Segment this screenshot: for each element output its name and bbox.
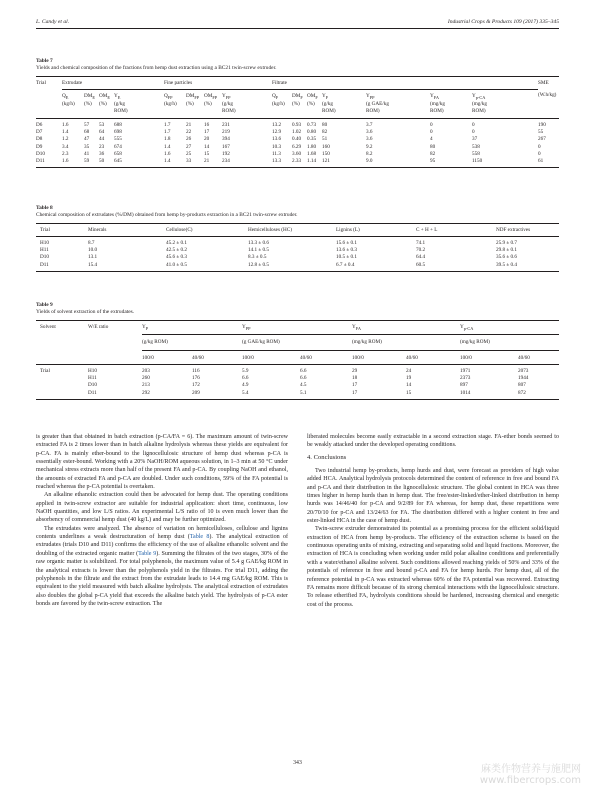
- t9-unit-ypp: (g GAE/kg ROM): [242, 338, 280, 345]
- t9-cell: Trial: [40, 368, 50, 375]
- t7-cell: 698: [114, 129, 122, 136]
- t7-cell: 2.3: [62, 150, 69, 157]
- t7-cell: 0: [430, 129, 433, 136]
- t9-cell: [36, 382, 88, 389]
- table-8-caption-text: Chemical composition of extrudates (%/DM) obtained from hemp by-products extraction in a BC21 twin-screw extruder.: [36, 212, 298, 218]
- t7-cell: 231: [222, 122, 230, 129]
- t7-cell: 15: [204, 150, 210, 157]
- t7-cell: 1.6: [164, 150, 171, 157]
- t9-cell: 203: [142, 368, 150, 375]
- t7-col-yfp: $Y_{FP}$ (g/kg ROM): [222, 92, 236, 114]
- t7-col-qfp: $Q_{FP}$ (kg/h): [164, 92, 177, 108]
- t9-cell: 807: [518, 382, 526, 389]
- t9-cell: 4.5: [300, 382, 307, 389]
- t8-cell: 45.2 ± 0.1: [166, 240, 188, 246]
- t9-col-yp: $Y_P$: [142, 324, 149, 332]
- t7-cell: D11: [36, 157, 45, 164]
- t7-cell: 0: [538, 143, 541, 150]
- t8-cell: 8.7: [88, 240, 95, 246]
- t8-cell: 42.5 ± 0.2: [166, 247, 188, 254]
- t9-ratio: 100/0: [460, 355, 472, 362]
- t7-group-fine-particles: Fine particles: [164, 80, 193, 86]
- t7-col-sme-unit: (W.h/kg): [538, 92, 557, 98]
- t7-cell: 0: [472, 122, 475, 129]
- t7-group-sme: SME: [538, 80, 549, 86]
- t8-header-row: [36, 224, 559, 237]
- t7-cell: 95: [430, 157, 436, 164]
- t8-cell: D10: [40, 254, 49, 261]
- t7-cell: 1.80: [307, 143, 317, 150]
- t7-col-ome: $OM_E$ (%): [99, 92, 111, 108]
- t7-cell: 16: [204, 122, 210, 129]
- t7-cell: 2.33: [292, 157, 302, 164]
- t7-cell: 55: [538, 129, 544, 136]
- t7-cell: 8.2: [366, 150, 373, 157]
- t9-cell: [36, 375, 88, 382]
- t8-col-chl: C + H + L: [416, 227, 438, 233]
- t7-cell: 12.9: [272, 129, 282, 136]
- t7-cell: 13.3: [272, 157, 282, 164]
- t8-cell: H11: [40, 247, 49, 254]
- t8-col-ndf: NDF extractives: [496, 227, 531, 233]
- t7-cell: 3.7: [366, 122, 373, 129]
- t7-cell: D9: [36, 143, 43, 150]
- t9-col-solvent: Solvent: [40, 324, 56, 330]
- t9-cell: 18: [352, 375, 358, 382]
- t7-cell: 0.40: [292, 136, 302, 143]
- t7-cell: 0.35: [307, 136, 317, 143]
- table-9: [36, 302, 559, 400]
- t9-cell: 17: [352, 389, 358, 396]
- t9-col-ypp: $Y_{PP}$: [242, 324, 251, 332]
- watermark-line: www.fibercrops.com: [479, 775, 581, 786]
- t7-cell: 13.2: [272, 122, 282, 129]
- t7-row: [36, 129, 559, 136]
- table-8-grid: [36, 223, 559, 272]
- t8-row: [36, 237, 559, 247]
- t7-cell: 13.6: [272, 136, 282, 143]
- t7-row: [36, 143, 559, 150]
- t9-row: [36, 375, 559, 382]
- t7-cell: 0: [430, 122, 433, 129]
- t7-cell: 33: [186, 157, 192, 164]
- t7-cell: 121: [322, 157, 330, 164]
- t8-cell: 10.5 ± 0.1: [336, 254, 358, 261]
- t7-body: [36, 119, 559, 168]
- t7-cell: D10: [36, 150, 45, 157]
- t9-cell: [36, 389, 88, 399]
- t9-cell: 4.9: [242, 382, 249, 389]
- t9-cell: 2073: [518, 368, 529, 375]
- t8-row: [36, 254, 559, 261]
- t7-cell: 80: [322, 122, 328, 129]
- t8-cell: 41.0 ± 0.5: [166, 261, 188, 268]
- t7-cell: 11.3: [272, 150, 281, 157]
- t7-cell: 1.68: [307, 150, 317, 157]
- t7-cell: 82: [322, 129, 328, 136]
- t7-cell: 9.0: [366, 157, 373, 164]
- t7-group-extrudate: Extrudate: [62, 80, 83, 86]
- t7-cell: 645: [114, 157, 122, 164]
- t9-unit-yfa: (mg/kg ROM): [352, 338, 382, 345]
- t9-ratio: 40/60: [406, 355, 418, 362]
- t9-ratio: 100/0: [352, 355, 364, 362]
- t7-cell: 1.7: [164, 122, 171, 129]
- t9-col-yfa: $Y_{FA}$: [352, 324, 361, 332]
- t8-col-cellulose: Cellulose(C): [166, 227, 193, 233]
- t8-cell: 74.1: [416, 240, 426, 246]
- table-7-caption: [36, 58, 559, 72]
- t7-cell: 1.02: [292, 129, 302, 136]
- t7-row: [36, 119, 559, 129]
- t9-cell: 213: [142, 382, 150, 389]
- t7-cell: 394: [222, 136, 230, 143]
- t9-cell: H10: [88, 368, 97, 375]
- t9-cell: 176: [192, 375, 200, 382]
- t8-cell: 60.5: [416, 261, 426, 268]
- t7-cell: 0: [538, 150, 541, 157]
- t9-cell: 14: [406, 382, 412, 389]
- t9-unit-yp: (g/kg ROM): [142, 338, 168, 345]
- t7-cell: 36: [99, 150, 105, 157]
- t7-col-omf: $OM_F$ (%): [307, 92, 318, 108]
- t7-cell: 192: [222, 150, 230, 157]
- t9-cell: 897: [460, 382, 468, 389]
- t7-cell: 53: [99, 122, 105, 129]
- t7-col-ypp: $Y_{PP}$ (g GAE/kg ROM): [366, 92, 389, 114]
- t7-row: [36, 150, 559, 157]
- t8-row: [36, 261, 559, 271]
- t7-col-qf: $Q_F$ (kg/h): [272, 92, 285, 108]
- table-7-caption-text: Yields and chemical composition of the fractions from hemp dust extraction using a BC21 twin-screw extruder.: [36, 65, 277, 71]
- t7-cell: 1.7: [164, 129, 171, 136]
- t7-cell: 1150: [472, 157, 483, 164]
- t8-col-trial: Trial: [40, 227, 50, 233]
- t8-cell: 13.3 ± 0.6: [248, 240, 270, 246]
- t7-cell: 190: [538, 122, 546, 129]
- t7-cell: 25: [186, 150, 192, 157]
- t9-ratio: 100/0: [242, 355, 254, 362]
- t9-ratio-row: [36, 351, 559, 365]
- t9-cell: 5.1: [300, 389, 307, 396]
- t7-cell: 4: [430, 136, 433, 143]
- t9-cell: 15: [406, 389, 412, 396]
- t9-cell: D10: [88, 382, 97, 389]
- right-paragraph-1: Two industrial hemp by-products, hemp hurds and dust, were forecast as providers of high value added HCA. Analytical hydrolysis protocols determined the content of reference in free and bound FA and p-CA and their distribution in the lignocellulosic structure. The global content in HCA was three times higher in hemp hurds than in hemp dust. The free/ester-linked/ether-linked distribution in hemp hurds was 14/46/40 for p-CA and 9/2/89 for FA whereas, for hemp dust, these repartitions were 20/70/10 for p-CA and 13/24/63 for FA. The distribution differed with a higher content in free and ester-linked HCA in the case of hemp dust.: [307, 468, 559, 525]
- t7-row: [36, 136, 559, 143]
- t8-cell: H10: [40, 240, 49, 246]
- table-8-link[interactable]: Table 8: [189, 534, 210, 541]
- t9-cell: 1944: [518, 375, 529, 382]
- t8-cell: 35.6 ± 0.6: [496, 254, 518, 261]
- t8-cell: 15.4: [88, 261, 98, 268]
- t9-ratio: 40/60: [300, 355, 312, 362]
- t8-cell: 39.5 ± 0.4: [496, 261, 518, 268]
- watermark: [480, 764, 581, 786]
- t8-cell: 8.3 ± 0.5: [248, 254, 267, 261]
- t7-cell: 27: [186, 143, 192, 150]
- left-paragraph-1: is greater than that obtained in batch extraction (p-CA/FA = 6). The maximum amount of twin-screw extracted FA is 2 times lower than in batch alkaline hydrolysis whereas these yields are equivalent for p-CA. FA is mainly ether-bound to the lignocellulosic structure of hemp dust whereas p-CA is essentially ester-bound. Working with a 20% NaOH/ROM aqueous solution, in 1–3 min at 50 °C under mechanical stress extracts more than half of the present FA and p-CA. By coupling NaOH and ethanol, the amounts of extracted FA and p-CA are doubled. Under such conditions, 59% of the FA potential is reached whereas the p-CA potential is overtaken.: [36, 434, 288, 491]
- t7-cell: 68: [84, 129, 90, 136]
- t7-col-yfa: $Y_{FA}$ (mg/kg ROM): [430, 92, 445, 114]
- left-p3-text: ). The analytical extraction of extrudates (trials D10 and D11) confirms the efficiency of the use of alkaline ethanolic solvent and the doubling of the extracted organic matter (: [36, 534, 288, 557]
- t7-cell: 1.6: [62, 157, 69, 164]
- table-7-grid: [36, 76, 559, 168]
- t9-row: [36, 389, 559, 399]
- t9-cell: 17: [352, 382, 358, 389]
- table-9-caption-text: Yields of solvent extraction of the extrudates.: [36, 309, 135, 315]
- t8-row: [36, 247, 559, 254]
- right-column: [307, 433, 559, 609]
- t7-cell: 14: [204, 143, 210, 150]
- t7-cell: 0.73: [307, 122, 317, 129]
- t7-cell: 6.29: [292, 143, 302, 150]
- t7-col-dmf: $DM_F$ (%): [292, 92, 303, 108]
- t9-cell: H11: [88, 375, 97, 382]
- t7-header-row: [36, 89, 559, 119]
- left-column: [36, 433, 288, 608]
- t7-cell: 555: [114, 136, 122, 143]
- t8-cell: 13.6 ± 0.3: [336, 247, 358, 254]
- t7-cell: 41: [84, 150, 90, 157]
- t7-cell: 167: [222, 143, 230, 150]
- t9-cell: 24: [406, 368, 412, 375]
- t7-cell: 1.4: [164, 157, 171, 164]
- t9-unit-ypca: (mg/kg ROM): [460, 338, 490, 345]
- t7-cell: 9.2: [366, 143, 373, 150]
- t9-cell: 29: [352, 368, 358, 375]
- t7-cell: 0.93: [292, 122, 302, 129]
- right-paragraph-0: liberated molecules become easily extractable in a second extraction stage. FA-ether bonds seemed to be weakly attacked under the developed operating conditions.: [307, 434, 559, 449]
- t9-col-ratio: W/E ratio: [88, 324, 109, 330]
- table-7-label: Table 7: [36, 58, 53, 64]
- t7-cell: D7: [36, 129, 43, 136]
- t7-cell: 3.60: [292, 150, 302, 157]
- left-paragraph-3: [36, 525, 288, 608]
- t9-cell: D11: [88, 389, 97, 396]
- t7-col-dmfp: $DM_{FP}$ (%): [186, 92, 200, 108]
- t8-cell: 29.8 ± 0.1: [496, 247, 518, 254]
- t7-cell: 50: [99, 157, 105, 164]
- t7-col-omfp: $OM_{FP}$ (%): [204, 92, 218, 108]
- t7-cell: 3.6: [366, 129, 373, 136]
- t7-cell: 61: [538, 157, 544, 164]
- t7-cell: 674: [114, 143, 122, 150]
- t7-cell: 22: [186, 129, 192, 136]
- t7-cell: 10.3: [272, 143, 282, 150]
- running-header-right: Industrial Crops & Products 109 (2017) 335–345: [447, 19, 559, 25]
- left-paragraph-2: An alkaline ethanolic extraction could then be advocated for hemp dust. The operating conditions applied in twin-screw extractor are suitable for industrial application: short time, continuous, low NaOH quantities, and low L/S ratios. An experimental L/S ratio of 10 is even much lower than the absorbency of commercial hemp dust (40 kg/L) and may be further optimized.: [36, 492, 288, 524]
- t7-cell: 21: [186, 122, 192, 129]
- t9-cell: 2373: [460, 375, 471, 382]
- table-9-caption: [36, 302, 559, 316]
- t7-cell: 21: [204, 157, 210, 164]
- table-9-link[interactable]: Table 9: [138, 550, 157, 557]
- t7-cell: 82: [430, 150, 436, 157]
- t9-cell: 6.6: [300, 375, 307, 382]
- t9-cell: 292: [142, 389, 150, 396]
- t9-row: [36, 382, 559, 389]
- watermark-line: 麻类作物营养与施肥网: [481, 764, 581, 775]
- t7-cell: 17: [204, 129, 210, 136]
- t9-cell: 116: [192, 368, 200, 375]
- t8-cell: 25.9 ± 0.7: [496, 240, 518, 246]
- t8-col-hemicelluloses: Hemicelluloses (HC): [248, 227, 292, 233]
- t8-col-lignins: Lignins (L): [336, 227, 360, 233]
- t7-cell: 59: [84, 157, 90, 164]
- page-number: 343: [293, 760, 302, 766]
- t7-col-dme: $DM_E$ (%): [84, 92, 96, 108]
- section-title-conclusions: 4. Conclusions: [307, 453, 347, 461]
- t7-cell: 160: [322, 143, 330, 150]
- t9-cell: 6.6: [300, 368, 307, 375]
- t7-group-trial: Trial: [36, 80, 46, 86]
- t7-cell: 234: [222, 157, 230, 164]
- t8-cell: 13.1: [88, 254, 98, 261]
- t7-cell: 44: [99, 136, 105, 143]
- t9-ratio: 40/60: [518, 355, 530, 362]
- t9-cell: 872: [518, 389, 526, 396]
- t9-cell: 19: [406, 375, 412, 382]
- t7-cell: 1.6: [62, 122, 69, 129]
- t7-cell: 1.8: [164, 136, 171, 143]
- t7-cell: 0.80: [307, 129, 317, 136]
- t8-cell: 45.6 ± 0.3: [166, 254, 188, 261]
- t7-col-ye: $Y_E$ (g/kg ROM): [114, 92, 128, 114]
- t7-col-yf: $Y_F$ (g/kg ROM): [322, 92, 336, 114]
- t7-col-qe: $Q_E$ (kg/h): [62, 92, 75, 108]
- t8-cell: 14.1 ± 0.5: [248, 247, 270, 254]
- t7-cell: 20: [204, 136, 210, 143]
- t8-col-minerals: Minerals: [88, 227, 107, 233]
- t7-cell: 23: [99, 143, 105, 150]
- table-8-label: Table 8: [36, 205, 53, 211]
- t7-cell: 267: [538, 136, 546, 143]
- t7-cell: 47: [84, 136, 90, 143]
- t8-body: [36, 237, 559, 272]
- t7-cell: 57: [84, 122, 90, 129]
- t7-cell: 1.4: [62, 129, 69, 136]
- table-7: [36, 58, 559, 168]
- t7-cell: 51: [322, 136, 328, 143]
- t7-cell: 1.2: [62, 136, 69, 143]
- t7-cell: 3.4: [62, 143, 69, 150]
- t8-cell: 12.8 ± 0.5: [248, 261, 270, 268]
- t9-cell: 172: [192, 382, 200, 389]
- table-8: [36, 205, 559, 272]
- t8-cell: 15.6 ± 0.1: [336, 240, 358, 246]
- t8-cell: 64.4: [416, 254, 426, 261]
- t7-cell: 1.14: [307, 157, 317, 164]
- t8-cell: 6.7 ± 0.4: [336, 261, 355, 268]
- t7-cell: 658: [114, 150, 122, 157]
- t9-ratio: 40/60: [192, 355, 204, 362]
- t9-cell: 6.6: [242, 375, 249, 382]
- table-9-grid: [36, 320, 559, 400]
- running-header-left: L. Candy et al.: [36, 19, 70, 25]
- t7-cell: 558: [472, 150, 480, 157]
- t7-cell: 80: [430, 143, 436, 150]
- t9-cell: 260: [142, 375, 150, 382]
- t7-cell: 688: [114, 122, 122, 129]
- t7-cell: D6: [36, 122, 43, 129]
- t7-group-filtrate: Filtrate: [272, 80, 287, 86]
- t7-cell: 35: [84, 143, 90, 150]
- t8-cell: 10.0: [88, 247, 98, 254]
- t9-cell: 5.9: [242, 368, 249, 375]
- t7-row: [36, 157, 559, 167]
- t7-cell: 3.6: [366, 136, 373, 143]
- t7-cell: 0: [472, 129, 475, 136]
- t9-body: [36, 365, 559, 400]
- t7-cell: 150: [322, 150, 330, 157]
- right-paragraph-2: Twin-screw extruder demonstrated its potential as a promising process for the efficient solid/liquid extraction of HCA from hemp by-products. The efficiency of the extraction scheme is based on the continuous operating units of mixing, extracting and separating solid and liquid fractions. Moreover, the extraction of HCA is concluding when working under mild polar alkaline conditions and preferentially with a water/ethanol alkaline solvent. Such conditions allowed reaching yields of 50% and 33% of the potentials of reference in free and bound p-CA and FA for hemp hurds. For hemp dust, all of the reference potential in p-CA was extracted whereas 60% of the FA potential was recovered. Extracting FA remains more difficult because of its strong chemical interactions with the lignocellulosic structure. To release etherified FA, hydrolysis conditions should be hardened, increasing chemical and energetic cost of the process.: [307, 526, 559, 608]
- t7-cell: 219: [222, 129, 230, 136]
- header-rule: [36, 28, 559, 29]
- t9-ratio: 100/0: [142, 355, 154, 362]
- t7-cell: 26: [186, 136, 192, 143]
- t7-cell: 1.4: [164, 143, 171, 150]
- t7-cell: 538: [472, 143, 480, 150]
- left-p3-text: ). Summing the filtrates of the two stages, 30% of the raw organic matter is solubilized. For total polyphenols, the maximum value of 5.4 g GAE/kg ROM in the analytical extracts is lower than the polyphenols yield in the filtrates. For trial D11, adding the polyphenols in the filtrate and the extract from the extrudate leads to 14.4 mg GAE/kg ROM. This is equivalent to the yield measured with batch alkaline hydrolysis. The analytical extraction of extrudates also doubles the global p-CA yield that exceeds the alkaline batch yield. The hydrolysis of p-CA ester bonds are favored by the twin-screw extraction. The: [36, 550, 288, 607]
- t7-col-ypca: $Y_{p-CA}$ (mg/kg ROM): [472, 92, 487, 114]
- t9-cell: 1014: [460, 389, 471, 396]
- t9-cell: 5.4: [242, 389, 249, 396]
- t9-cell: 1971: [460, 368, 471, 375]
- t7-cell: D8: [36, 136, 43, 143]
- t9-cell: 209: [192, 389, 200, 396]
- t7-cell: 37: [472, 136, 478, 143]
- t9-col-ypca: $Y_{p-CA}$: [460, 324, 474, 332]
- t8-cell: 70.2: [416, 247, 426, 254]
- left-p3-text: The extrudates were analyzed. The absence of variation on hemicelluloses, cellulose and lignins contents underlines a weak destructuration of hemp dust (: [36, 525, 288, 541]
- t7-cell: 64: [99, 129, 105, 136]
- t9-row: [36, 365, 559, 375]
- table-8-caption: [36, 205, 559, 219]
- t8-cell: D11: [40, 261, 49, 268]
- table-9-label: Table 9: [36, 302, 53, 308]
